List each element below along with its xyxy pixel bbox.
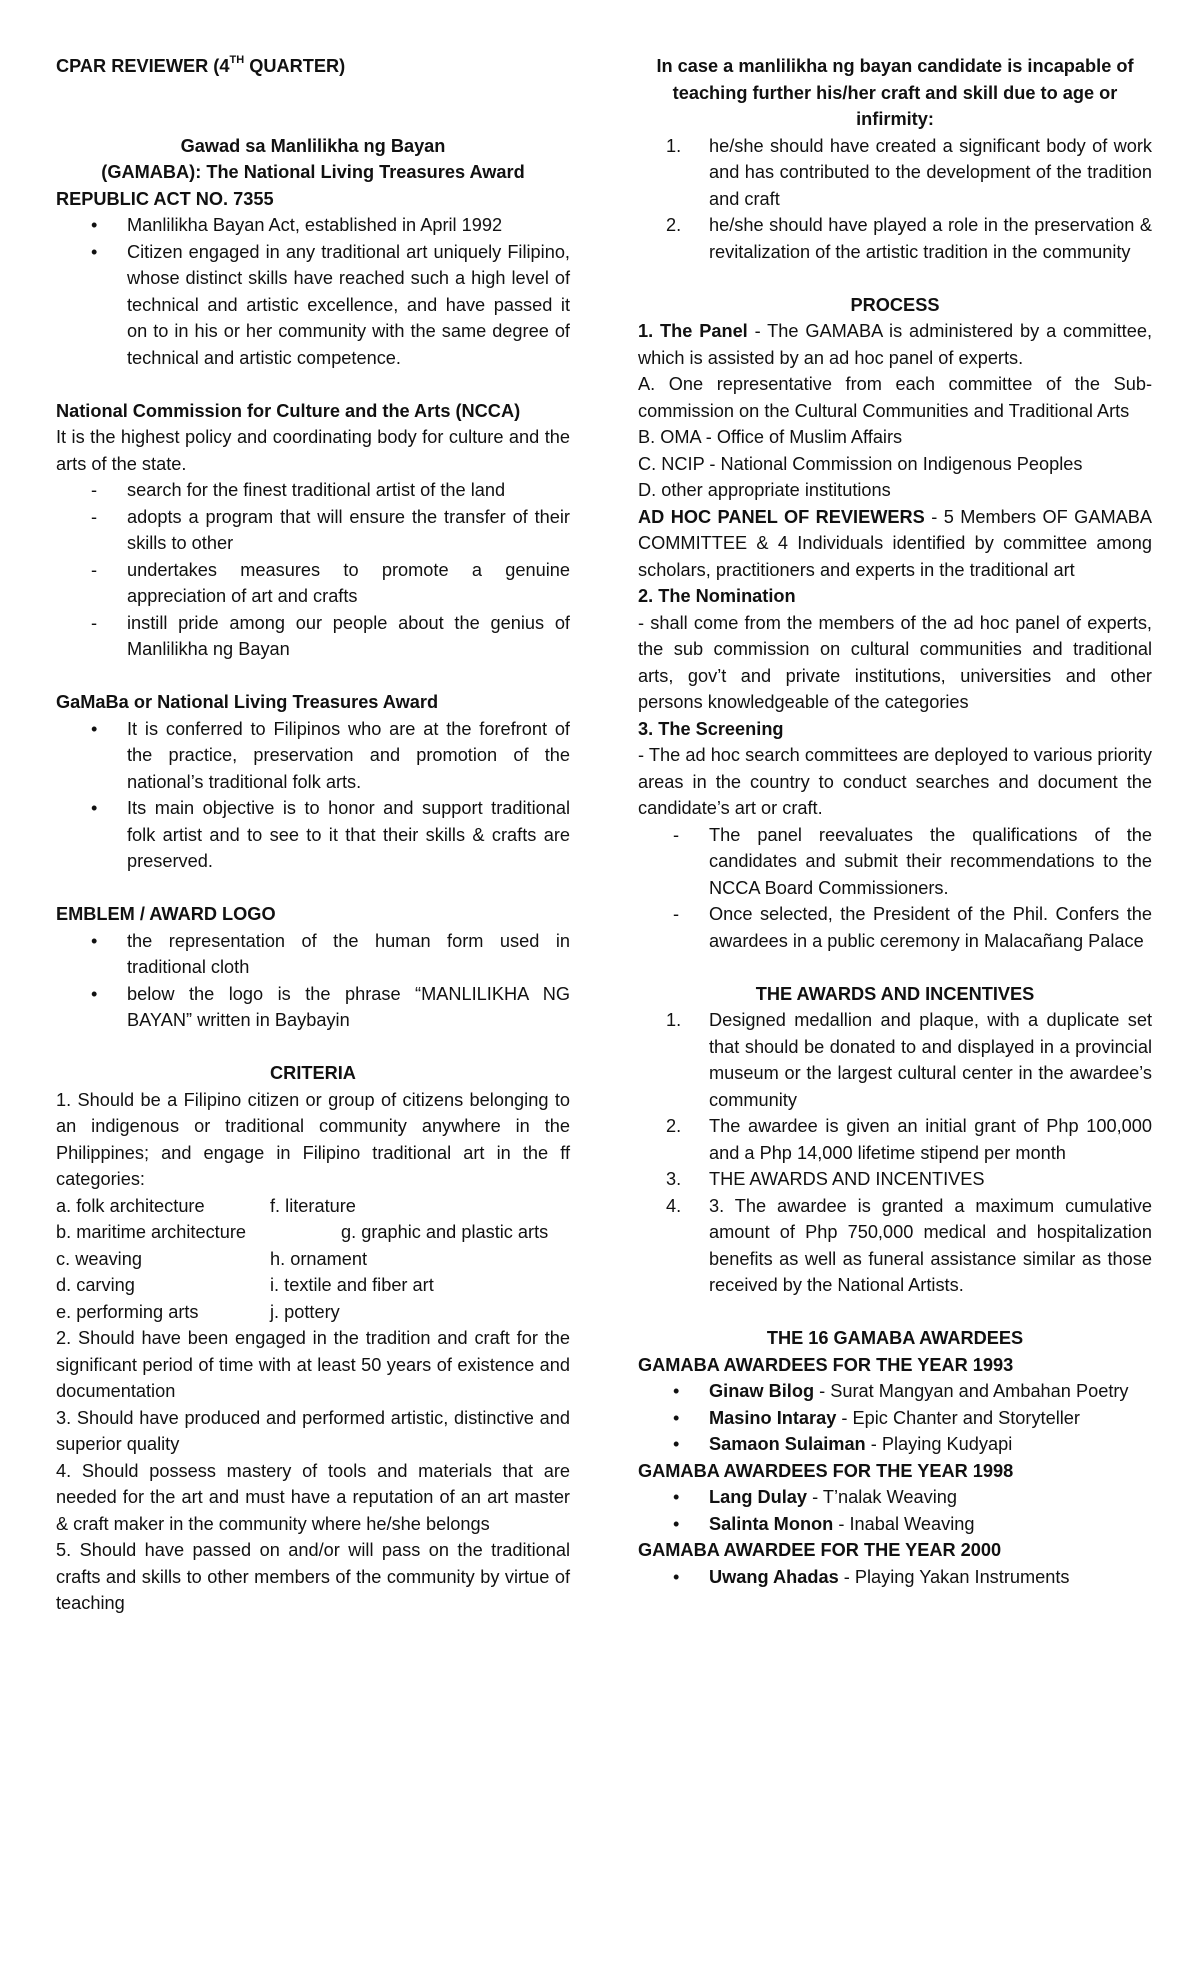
screening-list xyxy=(638,822,1152,955)
categories-grid xyxy=(56,1193,570,1326)
year-1993-heading: GAMABA AWARDEES FOR THE YEAR 1993 xyxy=(638,1354,1014,1375)
incapable-list xyxy=(638,133,1152,266)
list-item: • Citizen engaged in any traditional art uniquely Filipino, whose distinct skills have reached such a high level of technical and artistic excellence, and have passed it on to in his or her community with the same degree of technical and artistic competence. xyxy=(91,241,570,368)
category-row: c. weaving h. ornament xyxy=(56,1248,368,1269)
list-item: 1. Designed medallion and plaque, with a duplicate set that should be donated to and displayed in a provincial museum or the largest cultural center in the awardee’s community xyxy=(666,1010,1152,1110)
criteria-heading: CRITERIA xyxy=(270,1063,356,1083)
emblem-list xyxy=(56,928,570,1034)
list-item: 2. The awardee is given an initial grant of Php 100,000 and a Php 14,000 lifetime stipend per month xyxy=(666,1116,1152,1163)
list-item: • Ginaw Bilog - Surat Mangyan and Ambahan Poetry xyxy=(673,1381,1129,1401)
criteria-1: 1. Should be a Filipino citizen or group of citizens belonging to an indigenous or traditional community anywhere in the Philippines; and engage in Filipino traditional art in the ff categories: xyxy=(56,1089,570,1189)
gamaba-heading: GaMaBa or National Living Treasures Award xyxy=(56,692,439,712)
list-item: • Salinta Monon - Inabal Weaving xyxy=(673,1513,975,1534)
list-item: - undertakes measures to promote a genuine appreciation of art and crafts xyxy=(91,559,570,606)
awards-heading: THE AWARDS AND INCENTIVES xyxy=(755,983,1035,1004)
list-item: - The panel reevaluates the qualifications of the candidates and submit their recommendations to the NCCA Board Commissioners. xyxy=(673,824,1152,898)
awardees-2000-list xyxy=(638,1564,1152,1591)
ncca-heading: National Commission for Culture and the Arts (NCCA) xyxy=(56,400,521,421)
panel-item-c: C. NCIP - National Commission on Indigenous Peoples xyxy=(638,453,1083,474)
list-item: 4. 3. The awardee is granted a maximum cumulative amount of Php 750,000 medical and hospitalization benefits as well as funeral assistance similar as those received by the National Artists. xyxy=(666,1195,1152,1295)
ra-list xyxy=(56,212,570,371)
gamaba-title-line-2: (GAMABA): The National Living Treasures Award xyxy=(101,162,525,182)
nomination-text: - shall come from the members of the ad hoc panel of experts, the sub commission on cultural communities and traditional arts, gov’t and private institutions, universities and other persons knowledgeable of the categories xyxy=(638,612,1152,712)
awardees-heading: THE 16 GAMABA AWARDEES xyxy=(766,1328,1024,1348)
doc-title: CPAR REVIEWER (4TH QUARTER) xyxy=(56,53,346,76)
list-item: 3. THE AWARDS AND INCENTIVES xyxy=(666,1169,985,1189)
list-item: • Samaon Sulaiman - Playing Kudyapi xyxy=(673,1434,1013,1454)
nomination-heading: 2. The Nomination xyxy=(638,586,796,606)
ra-heading: REPUBLIC ACT NO. 7355 xyxy=(56,188,274,209)
panel-item-b: B. OMA - Office of Muslim Affairs xyxy=(638,427,903,447)
list-item: • Its main objective is to honor and support traditional folk artist and to see to it that their skills & crafts are preserved. xyxy=(91,798,570,871)
criteria-3: 3. Should have produced and performed artistic, distinctive and superior quality xyxy=(56,1407,570,1454)
category-row: b. maritime architecture g. graphic and plastic arts xyxy=(56,1222,549,1242)
list-item: • Manlilikha Bayan Act, established in April 1992 xyxy=(91,215,503,235)
awards-list xyxy=(638,1007,1152,1299)
awardees-1998-list xyxy=(638,1484,1152,1537)
list-item: • below the logo is the phrase “MANLILIKHA NG BAYAN” written in Baybayin xyxy=(91,983,570,1030)
gamaba-title-line-1: Gawad sa Manlilikha ng Bayan xyxy=(180,135,446,156)
criteria-4: 4. Should possess mastery of tools and materials that are needed for the art and must have a reputation of an art master & craft maker in the community where he/she belongs xyxy=(56,1460,570,1534)
screening-heading: 3. The Screening xyxy=(638,718,784,739)
list-item: • the representation of the human form used in traditional cloth xyxy=(91,930,570,977)
left-column xyxy=(56,53,570,1617)
panel-paragraph: 1. The Panel - The GAMABA is administered by a committee, which is assisted by an ad hoc panel of experts. xyxy=(638,321,1152,368)
criteria-5: 5. Should have passed on and/or will pass on the traditional crafts and skills to other members of the community by virtue of teaching xyxy=(56,1540,570,1613)
ncca-list xyxy=(56,477,570,663)
right-column xyxy=(638,53,1152,1590)
list-item: • Masino Intaray - Epic Chanter and Storyteller xyxy=(673,1407,1080,1428)
panel-item-a: A. One representative from each committee of the Sub-commission on the Cultural Communities and Traditional Arts xyxy=(638,374,1152,421)
list-item: 1. he/she should have created a significant body of work and has contributed to the development of the tradition and craft xyxy=(666,135,1152,209)
category-row: e. performing arts j. pottery xyxy=(56,1301,340,1322)
list-item: • Lang Dulay - T’nalak Weaving xyxy=(673,1487,957,1507)
list-item: • Uwang Ahadas - Playing Yakan Instruments xyxy=(673,1566,1070,1587)
list-item: - adopts a program that will ensure the transfer of their skills to other xyxy=(91,506,570,553)
year-2000-heading: GAMABA AWARDEE FOR THE YEAR 2000 xyxy=(638,1540,1002,1560)
ncca-description: It is the highest policy and coordinating body for culture and the arts of the state. xyxy=(56,427,570,474)
category-row: d. carving i. textile and fiber art xyxy=(56,1275,434,1295)
panel-item-d: D. other appropriate institutions xyxy=(638,480,891,500)
category-row: a. folk architecture f. literature xyxy=(56,1195,356,1216)
list-item: 2. he/she should have played a role in the preservation & revitalization of the artistic tradition in the community xyxy=(666,215,1152,262)
incapable-heading: In case a manlilikha ng bayan candidate is incapable of teaching further his/her craft and skill due to age or infirmity: xyxy=(656,56,1134,129)
adhoc-paragraph: AD HOC PANEL OF REVIEWERS - 5 Members OF GAMABA COMMITTEE & 4 Individuals identified by committee among scholars, practitioners and experts in the traditional art xyxy=(638,506,1152,580)
list-item: - Once selected, the President of the Phil. Confers the awardees in a public ceremony in Malacañang Palace xyxy=(673,904,1152,951)
awardees-1993-list xyxy=(638,1378,1152,1458)
criteria-2: 2. Should have been engaged in the tradition and craft for the significant period of time with at least 50 years of existence and documentation xyxy=(56,1328,570,1401)
process-heading: PROCESS xyxy=(850,294,940,315)
list-item: - instill pride among our people about the genius of Manlilikha ng Bayan xyxy=(91,612,570,659)
year-1998-heading: GAMABA AWARDEES FOR THE YEAR 1998 xyxy=(638,1460,1014,1481)
list-item: - search for the finest traditional artist of the land xyxy=(91,480,506,500)
screening-text: - The ad hoc search committees are deployed to various priority areas in the country to conduct searches and document the candidate’s art or craft. xyxy=(638,745,1152,818)
emblem-heading: EMBLEM / AWARD LOGO xyxy=(56,904,276,924)
list-item: • It is conferred to Filipinos who are at the forefront of the practice, preservation and promotion of the national’s traditional folk arts. xyxy=(91,718,570,792)
gamaba-list xyxy=(56,716,570,875)
